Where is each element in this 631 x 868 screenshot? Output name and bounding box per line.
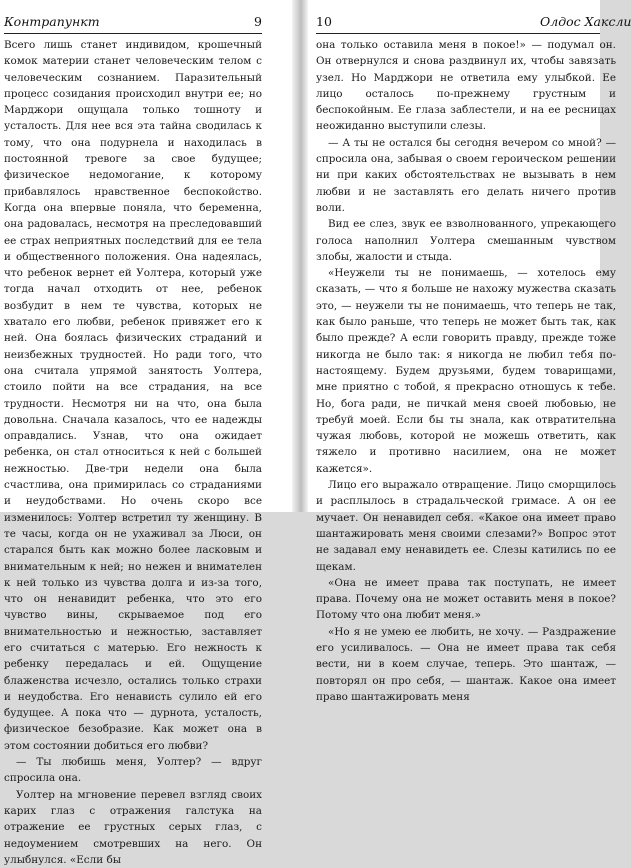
paragraph: Вид ее слез, звук ее взволнованного, упрекающего голоса наполнил Уолтера смешанным чувством злобы, жалости и стыда. bbox=[316, 218, 616, 263]
page-number: 10 bbox=[316, 14, 332, 29]
paragraph: «Неужели ты не понимаешь, — хотелось ему сказать, — что я больше не нахожу мужества сказать это, — неужели ты не понимаешь, что теперь не так, как было раньше, что теперь не может быть так, как было прежде? А если говорить правду, прежде тоже никогда не было так: я никогда не любил тебя по-настоящему. Будем друзьями, будем товарищами, мне приятно с тобой, я прекрасно отношусь к тебе. Но, бога ради, не пичкай меня своей любовью, не требуй моей. Если бы ты знала, как отвратительна чужая любовь, которой не можешь ответить, как тяжело и противно насилием, она не может кажется». bbox=[316, 267, 616, 475]
paragraph: Лицо его выражало отвращение. Лицо сморщилось и расплылось в страдальческой гримасе. А он ее мучает. Он ненавидел себя. «Какое она имеет право шантажировать меня своими слезами?» Вопрос этот не задавал ему ненавидеть ее. Слезы катились по ее щекам. bbox=[316, 479, 616, 573]
paragraph: «Но я не умею ее любить, не хочу. — Раздражение его усиливалось. — Она не имеет права так себя вести, ни в коем случае, теперь. Это шантаж, — повторял он про себя, — шантаж. Какое она имеет право шантажировать меня bbox=[316, 625, 616, 703]
page-number: 9 bbox=[254, 14, 262, 29]
running-head: Контрапункт bbox=[4, 14, 100, 29]
book-gutter bbox=[292, 0, 308, 512]
paragraph: Всего лишь станет индивидом, крошечный комок материи станет человеческим телом с человеческим сознанием. Паразительный процесс созидания происходил внутри ее; но Марджори ощущала только тошноту и усталость. Для нее вся эта тайна сводилась к тому, что она подурнела и находилась в постоянной тревоге за свое будущее; физическое недомогание, к которому прибавлялось нравственное беспокойство. Когда она впервые поняла, что беременна, она радовалась, несмотря на преследовавший ее страх неприятных последствий для ее тела и общественного положения. Она надеялась, что ребенок вернет ей Уолтера, который уже тогда начал отходить от нее, ребенок возбудит в нем те чувства, которых не хватало его любви, ребенок привяжет его к ней. Она боялась физических страданий и неизбежных трудностей. Но ради того, что она считала упрямой занятость Уолтера, стоило пойти на все страдания, на все трудности. Несмотря ни на что, она была довольна. Сначала казалось, что ее надежды оправдались. Узнав, что она ожидает ребенка, он стал относиться к ней с большей нежностью. Две-три недели она была счастлива, она примирилась со страданиями и неудобствами. Но очень скоро все изменилось: Уолтер встретил ту женщину. В те часы, когда он не ухаживал за Люси, он старался быть как можно более ласковым и внимательным к ней; но нежен и внимателен к ней только из чувства долга и из-за того, что он ненавидит ребенка, что это его чувство вины, скрываемое под его внимательностью и нежностью, заставляет его считаться с матерью. Его нежность к ребенку передалась и ей. Ощущение блаженства исчезло, остались только страхи и неудобства. Его ненависть сулило ей его будущее. А пока что — дурнота, усталость, физическое безобразие. Как может она в этом состоянии добиться его любви? bbox=[4, 39, 262, 752]
left-page-header bbox=[4, 14, 262, 32]
left-page bbox=[0, 0, 292, 866]
right-page-header bbox=[316, 14, 631, 32]
paragraph: она только оставила меня в покое!» — подумал он. Он отвернулся и снова раздвинул их, чтобы завязать узел. Но Марджори не ответила ему улыбкой. Ее лицо осталось по-прежнему грустным и беспокойным. Ее глаза заблестели, и на ее ресницах неожиданно выступили слезы. bbox=[316, 39, 616, 133]
paragraph: Уолтер на мгновение перевел взгляд своих карих глаз с отражения галстука на отражение ее грустных серых глаз, с недоумением смотревших на него. Он улыбнулся. «Если бы bbox=[4, 788, 262, 866]
paragraph: «Она не имеет права так поступать, не имеет права. Почему она не может оставить меня в покое? Потому что она любит меня.» bbox=[316, 576, 616, 622]
header-rule bbox=[4, 33, 262, 34]
paragraph: — А ты не остался бы сегодня вечером со мной? — спросила она, забывая о своем героическом решении ни при каких обстоятельствах не вызывать в нем любви и не заставлять его делать ничего против воли. bbox=[316, 136, 616, 214]
left-page-body bbox=[4, 37, 262, 868]
running-head: Олдос Хаксли bbox=[540, 14, 631, 29]
header-rule bbox=[316, 33, 600, 34]
right-page-body bbox=[316, 37, 616, 705]
right-page bbox=[308, 0, 631, 703]
paragraph: — Ты любишь меня, Уолтер? — вдруг спросила она. bbox=[4, 756, 262, 785]
